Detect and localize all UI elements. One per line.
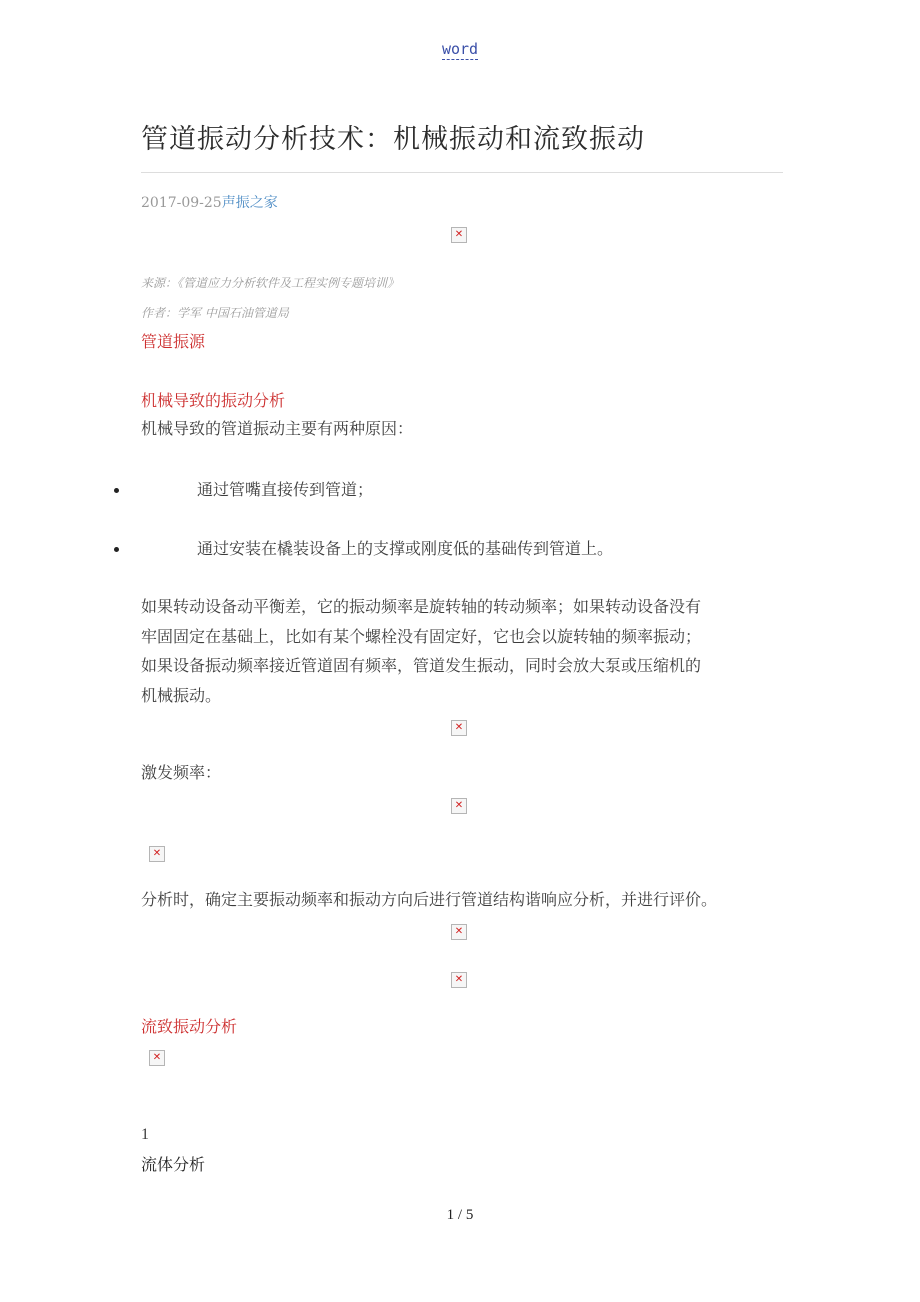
mechanical-paragraph: [141, 592, 786, 710]
bullet-marker: [114, 547, 119, 552]
publish-date: 2017-09-25: [141, 195, 222, 211]
paragraph-line: 如果设备振动频率接近管道固有频率，管道发生振动，同时会放大泵或压缩机的: [141, 656, 702, 675]
excitation-label: 激发频率：: [141, 763, 222, 782]
author-note: 作者：学军 中国石油管道局: [141, 306, 289, 320]
fluid-analysis-heading: 流体分析: [141, 1155, 206, 1174]
article-meta: [141, 192, 278, 212]
header-word-link[interactable]: word: [441, 40, 479, 58]
broken-image-icon: [451, 227, 467, 243]
title-divider: [141, 172, 783, 173]
bullet-marker: [114, 488, 119, 493]
section-heading-pipe-source: 管道振源: [141, 332, 206, 351]
paragraph-line: 如果转动设备动平衡差，它的振动频率是旋转轴的转动频率；如果转动设备没有: [141, 597, 702, 616]
broken-image-icon: [149, 846, 165, 862]
section-heading-flow-induced: 流致振动分析: [141, 1017, 238, 1036]
analysis-note: 分析时，确定主要振动频率和振动方向后进行管道结构谐响应分析，并进行评价。: [141, 890, 718, 909]
broken-image-icon: [451, 720, 467, 736]
paragraph-line: 机械振动。: [141, 685, 222, 705]
section-number: 1: [141, 1126, 149, 1143]
broken-image-icon: [451, 924, 467, 940]
broken-image-icon: [149, 1050, 165, 1066]
author-link[interactable]: 声振之家: [221, 195, 278, 211]
list-item: 通过安装在橇装设备上的支撑或刚度低的基础传到管道上。: [197, 539, 614, 558]
page-number: 1 / 5: [446, 1207, 474, 1223]
section-heading-mechanical: 机械导致的振动分析: [141, 391, 286, 410]
broken-image-icon: [451, 798, 467, 814]
source-note: 来源：《管道应力分析软件及工程实例专题培训》: [141, 276, 400, 290]
broken-image-icon: [451, 972, 467, 988]
list-item: 通过管嘴直接传到管道；: [197, 480, 374, 499]
article-title: 管道振动分析技术：机械振动和流致振动: [141, 124, 645, 155]
paragraph-line: 牢固固定在基础上，比如有某个螺栓没有固定好，它也会以旋转轴的频率振动；: [141, 626, 702, 646]
mechanical-intro: 机械导致的管道振动主要有两种原因：: [141, 419, 414, 438]
